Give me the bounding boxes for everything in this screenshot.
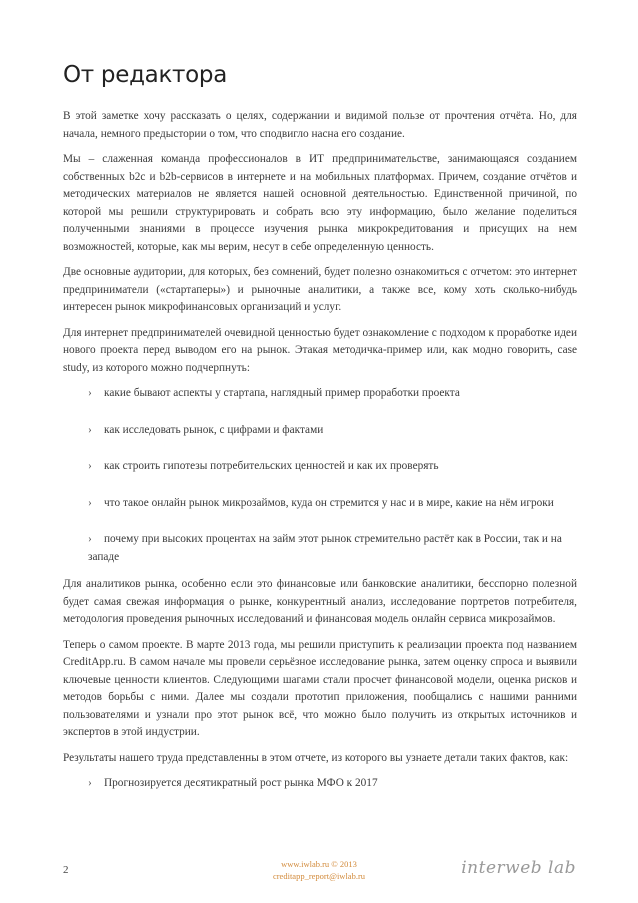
list-item-text: Прогнозируется десятикратный рост рынка МФО к 2017 xyxy=(104,777,378,789)
list-item xyxy=(88,775,577,793)
list-item-text: почему при высоких процентах на займ этот рынок стремительно растёт как в России, так и на западе xyxy=(88,533,562,563)
list-item xyxy=(88,385,577,403)
list-item-text: какие бывают аспекты у стартапа, наглядный пример проработки проекта xyxy=(104,387,460,399)
bullet-list-facts xyxy=(63,775,577,793)
page-title: От редактора xyxy=(63,62,228,88)
paragraph-intro: В этой заметке хочу рассказать о целях, содержании и видимой пользе от прочтения отчёта. Но, для начала, немного предыстории о том, что сподвигло насна его создание. xyxy=(63,110,577,140)
paragraph-team: Мы – слаженная команда профессионалов в ИТ предпринимательстве, занимающаяся созданием собственных b2c и b2b-сервисов в интернете и на мобильных платформах. Причем, создание отчётов и методических материалов не является нашей основной деятельностью. Единственной причиной, по которой мы решили структурировать и собрать всю эту информацию, было желание поделиться полученными знаниями в процессе изучения рынка микрокредитования и присущих на нем возможностей, которые, как мы верим, несут в себе определенную ценность. xyxy=(63,153,577,253)
list-item-text: что такое онлайн рынок микрозаймов, куда он стремится у нас и в мире, какие на нём игроки xyxy=(104,496,554,509)
chevron-right-icon: › xyxy=(88,387,92,399)
bullet-list-takeaways xyxy=(63,385,577,566)
list-item xyxy=(88,531,577,566)
list-item-text: как строить гипотезы потребительских ценностей и как их проверять xyxy=(104,460,439,472)
chevron-right-icon: › xyxy=(88,460,92,472)
list-item xyxy=(88,422,577,440)
chevron-right-icon: › xyxy=(88,533,92,545)
page-number: 2 xyxy=(63,864,69,876)
paragraph-project: Теперь о самом проекте. В марте 2013 года, мы решили приступить к реализации проекта под названием CreditApp.ru. В самом начале мы провели серьёзное исследование рынка, затем оценку спроса и выявили ключевые ценности клиентов. Следующими шагами стали просчет финансовой модели, оценка рисков и методов борьбы с ними. Далее мы создали прототип приложения, пообщались с нашими ранними пользователями и узнали про этот рынок всё, что можно было получить из открытых источников и экспертов в этой индустрии. xyxy=(63,638,577,738)
footer-email-link[interactable]: creditapp_report@iwlab.ru xyxy=(272,871,366,881)
paragraph-analysts: Для аналитиков рынка, особенно если это финансовые или банковские аналитики, бесспорно полезной будет самая свежая информация о рынке, конкурентный анализ, исследование портретов потребителя, методология проведения рыночных исследований и финансовая модель онлайн сервиса микрозаймов. xyxy=(63,578,577,625)
list-item xyxy=(88,458,577,476)
paragraph-entrepreneurs: Для интернет предпринимателей очевидной ценностью будет ознакомление с подходом к проработке идеи нового проекта перед выводом его на рынок. Этакая методичка-пример или, как модно говорить, case study, из которого можно подчерпнуть: xyxy=(63,326,577,374)
paragraph-results: Результаты нашего труда представленны в этом отчете, из которого вы узнаете детали таких фактов, как: xyxy=(63,751,569,764)
chevron-right-icon: › xyxy=(88,777,92,789)
list-item xyxy=(88,495,577,513)
brand-logo: interweb lab xyxy=(461,858,576,878)
list-item-text: как исследовать рынок, с цифрами и фактами xyxy=(104,423,324,436)
footer-site-link[interactable]: www.iwlab.ru © 2013 xyxy=(281,859,357,869)
chevron-right-icon: › xyxy=(88,423,92,436)
article-body xyxy=(63,108,577,803)
paragraph-audience: Две основные аудитории, для которых, без сомнений, будет полезно ознакомиться с отчетом: это интернет предприниматели («стартаперы») и рыночные аналитики, а также все, кому хоть сколько-нибудь интересен рынок микрофинансовых организаций и услуг. xyxy=(63,266,577,313)
chevron-right-icon: › xyxy=(88,496,92,509)
